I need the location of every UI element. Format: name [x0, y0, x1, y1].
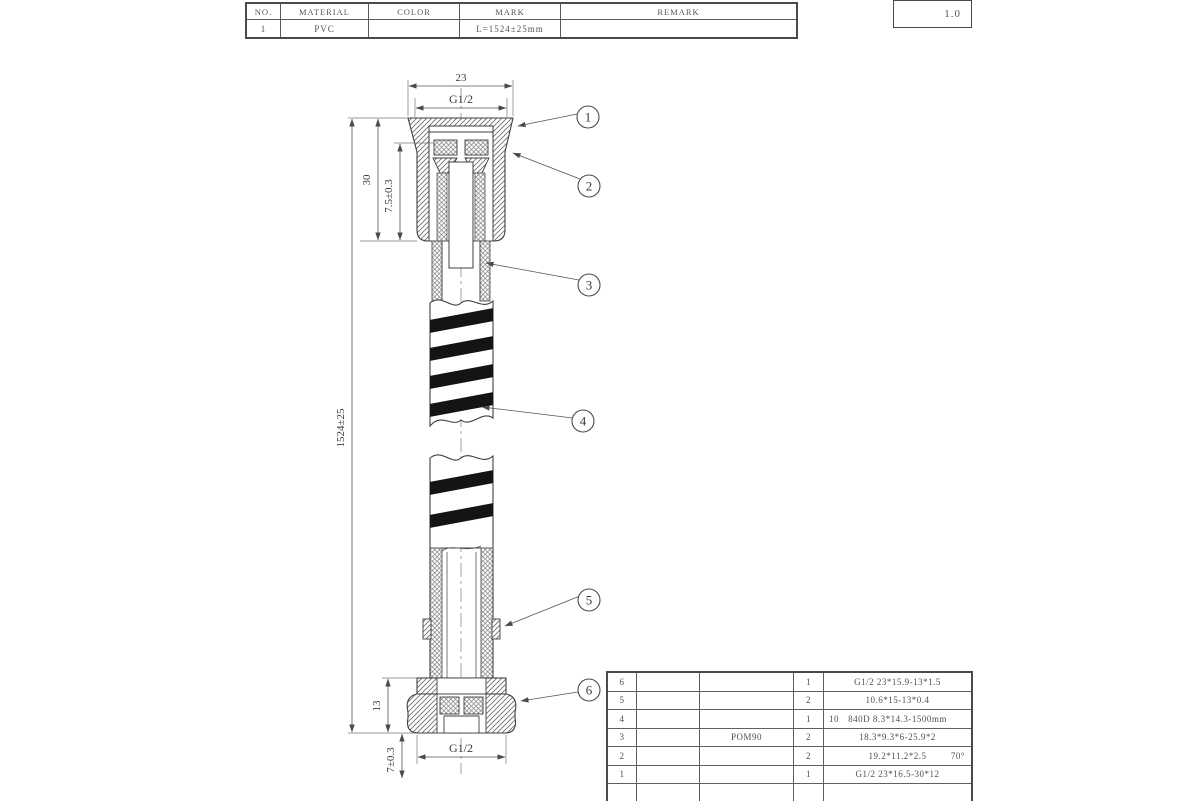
- part-qty: 1: [794, 765, 824, 784]
- part-col2: [637, 710, 700, 729]
- part-material: [700, 784, 794, 801]
- col-header-remark: REMARK: [561, 3, 798, 20]
- col-header-no: NO.: [246, 3, 281, 20]
- cell-mark: L=1524±25mm: [460, 20, 561, 39]
- cell-no: 1: [246, 20, 281, 39]
- part-material: [700, 765, 794, 784]
- dim-top-width: 23: [455, 72, 467, 84]
- parts-row-2: [607, 747, 972, 766]
- dim-hose-length: 1524±25: [335, 408, 347, 448]
- part-spec: [824, 765, 973, 784]
- part-no: 3: [607, 728, 637, 747]
- callout-5: 5: [585, 592, 593, 608]
- part-col2: [637, 747, 700, 766]
- part-col2: [637, 784, 700, 801]
- dim-bottom-nut-height: 13: [371, 700, 383, 712]
- part-col2: [637, 728, 700, 747]
- part-qty: 2: [794, 747, 824, 766]
- part-col2: [637, 672, 700, 691]
- dim-bottom-depth: 7±0.3: [385, 747, 397, 773]
- part-material: POM90: [700, 728, 794, 747]
- dim-bottom-thread: G1/2: [449, 741, 473, 755]
- part-col2: [637, 691, 700, 710]
- lower-ferrule: [423, 546, 500, 678]
- part-spec-main: G1/2 23*15.9-13*1.5: [854, 676, 941, 687]
- parts-list-table: [606, 671, 973, 801]
- callout-6: 6: [585, 682, 593, 698]
- col-header-color: COLOR: [369, 3, 460, 20]
- hose-lower-segment: [429, 455, 494, 548]
- part-no: 2: [607, 747, 637, 766]
- bottom-connector: [407, 678, 516, 733]
- part-spec: [824, 691, 973, 710]
- part-material: [700, 747, 794, 766]
- part-no: 4: [607, 710, 637, 729]
- part-spec: [824, 728, 973, 747]
- parts-row-1: [607, 765, 972, 784]
- dim-insert-depth: 7.5±0.3: [383, 179, 395, 213]
- part-spec: [824, 784, 973, 801]
- part-qty: [794, 784, 824, 801]
- part-spec-main: 10.6*15-13*0.4: [865, 695, 930, 706]
- dim-top-thread: G1/2: [449, 92, 473, 106]
- part-spec-right: 70°: [950, 750, 965, 761]
- dim-nut-height: 30: [361, 174, 373, 186]
- part-spec-left: 10: [829, 713, 839, 724]
- part-spec: [824, 710, 973, 729]
- col-header-material: MATERIAL: [281, 3, 369, 20]
- part-qty: 2: [794, 728, 824, 747]
- cell-material: PVC: [281, 20, 369, 39]
- parts-row-4: [607, 710, 972, 729]
- part-material: [700, 691, 794, 710]
- part-no: 6: [607, 672, 637, 691]
- part-material: [700, 710, 794, 729]
- parts-row-5: [607, 691, 972, 710]
- part-spec-main: G1/2 23*16.5-30*12: [855, 769, 940, 780]
- part-spec-main: 19.2*11.2*2.5: [868, 750, 927, 761]
- part-material: [700, 672, 794, 691]
- callout-3: 3: [585, 277, 593, 293]
- part-col2: [637, 765, 700, 784]
- col-header-mark: MARK: [460, 3, 561, 20]
- part-spec-main: 840D 8.3*14.3-1500mm: [848, 713, 947, 724]
- part-no: 5: [607, 691, 637, 710]
- inner-tube: [449, 162, 473, 268]
- part-qty: 2: [794, 691, 824, 710]
- part-no: 1: [607, 765, 637, 784]
- callout-4: 4: [579, 413, 587, 429]
- part-no: [607, 784, 637, 801]
- callout-2: 2: [585, 178, 593, 194]
- part-spec: [824, 672, 973, 691]
- gasket-left: [434, 140, 457, 155]
- parts-row-extra: [607, 784, 972, 801]
- version-value: 1.0: [944, 8, 961, 20]
- part-qty: 1: [794, 672, 824, 691]
- gasket-right: [465, 140, 488, 155]
- top-connector: [408, 118, 513, 301]
- parts-row-3: [607, 728, 972, 747]
- part-spec: [824, 747, 973, 766]
- parts-row-6: [607, 672, 972, 691]
- part-spec-main: 18.3*9.3*6-25.9*2: [859, 732, 936, 743]
- part-qty: 1: [794, 710, 824, 729]
- callout-1: 1: [584, 109, 592, 125]
